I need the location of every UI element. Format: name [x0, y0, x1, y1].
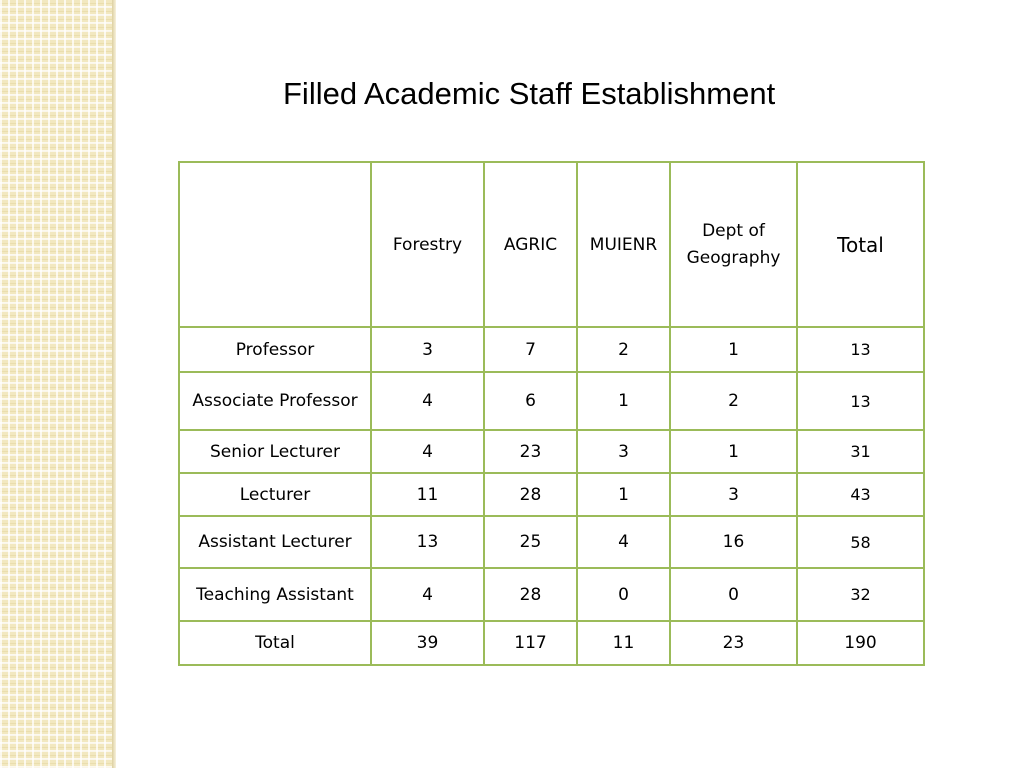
- staff-table: [178, 161, 925, 666]
- grand-total: 190: [797, 621, 924, 665]
- cell-muienr: 4: [577, 516, 670, 568]
- cell-total: 13: [797, 327, 924, 372]
- header-muienr: MUIENR: [577, 162, 670, 327]
- total-forestry: 39: [371, 621, 484, 665]
- cell-geography: 0: [670, 568, 797, 621]
- table-row: [179, 473, 924, 516]
- cell-geography: 16: [670, 516, 797, 568]
- total-geography: 23: [670, 621, 797, 665]
- cell-geography: 3: [670, 473, 797, 516]
- header-total: Total: [797, 162, 924, 327]
- row-label: Associate Professor: [179, 372, 371, 430]
- cell-agric: 25: [484, 516, 577, 568]
- cell-total: 43: [797, 473, 924, 516]
- total-agric: 117: [484, 621, 577, 665]
- totals-label: Total: [179, 621, 371, 665]
- header-agric: AGRIC: [484, 162, 577, 327]
- cell-forestry: 13: [371, 516, 484, 568]
- cell-geography: 2: [670, 372, 797, 430]
- header-geography: Dept of Geography: [670, 162, 797, 327]
- cell-total: 32: [797, 568, 924, 621]
- cell-muienr: 1: [577, 372, 670, 430]
- cell-muienr: 2: [577, 327, 670, 372]
- cell-total: 58: [797, 516, 924, 568]
- cell-muienr: 1: [577, 473, 670, 516]
- cell-forestry: 4: [371, 568, 484, 621]
- cell-agric: 28: [484, 473, 577, 516]
- decorative-side-strip: [0, 0, 112, 768]
- cell-total: 13: [797, 372, 924, 430]
- row-label: Teaching Assistant: [179, 568, 371, 621]
- cell-forestry: 4: [371, 372, 484, 430]
- table-totals-row: [179, 621, 924, 665]
- cell-muienr: 0: [577, 568, 670, 621]
- cell-agric: 28: [484, 568, 577, 621]
- cell-agric: 23: [484, 430, 577, 473]
- table-row: [179, 430, 924, 473]
- cell-muienr: 3: [577, 430, 670, 473]
- cell-geography: 1: [670, 430, 797, 473]
- cell-total: 31: [797, 430, 924, 473]
- row-label: Assistant Lecturer: [179, 516, 371, 568]
- total-muienr: 11: [577, 621, 670, 665]
- cell-agric: 6: [484, 372, 577, 430]
- cell-forestry: 3: [371, 327, 484, 372]
- cell-forestry: 11: [371, 473, 484, 516]
- cell-agric: 7: [484, 327, 577, 372]
- header-forestry: Forestry: [371, 162, 484, 327]
- table-header-row: [179, 162, 924, 327]
- table-row: [179, 516, 924, 568]
- slide-title: Filled Academic Staff Establishment: [283, 76, 776, 111]
- row-label: Lecturer: [179, 473, 371, 516]
- cell-geography: 1: [670, 327, 797, 372]
- cell-forestry: 4: [371, 430, 484, 473]
- row-label: Professor: [179, 327, 371, 372]
- table-row: [179, 327, 924, 372]
- table-row: [179, 372, 924, 430]
- row-label: Senior Lecturer: [179, 430, 371, 473]
- header-empty: [179, 162, 371, 327]
- side-strip-edge: [112, 0, 116, 768]
- table-row: [179, 568, 924, 621]
